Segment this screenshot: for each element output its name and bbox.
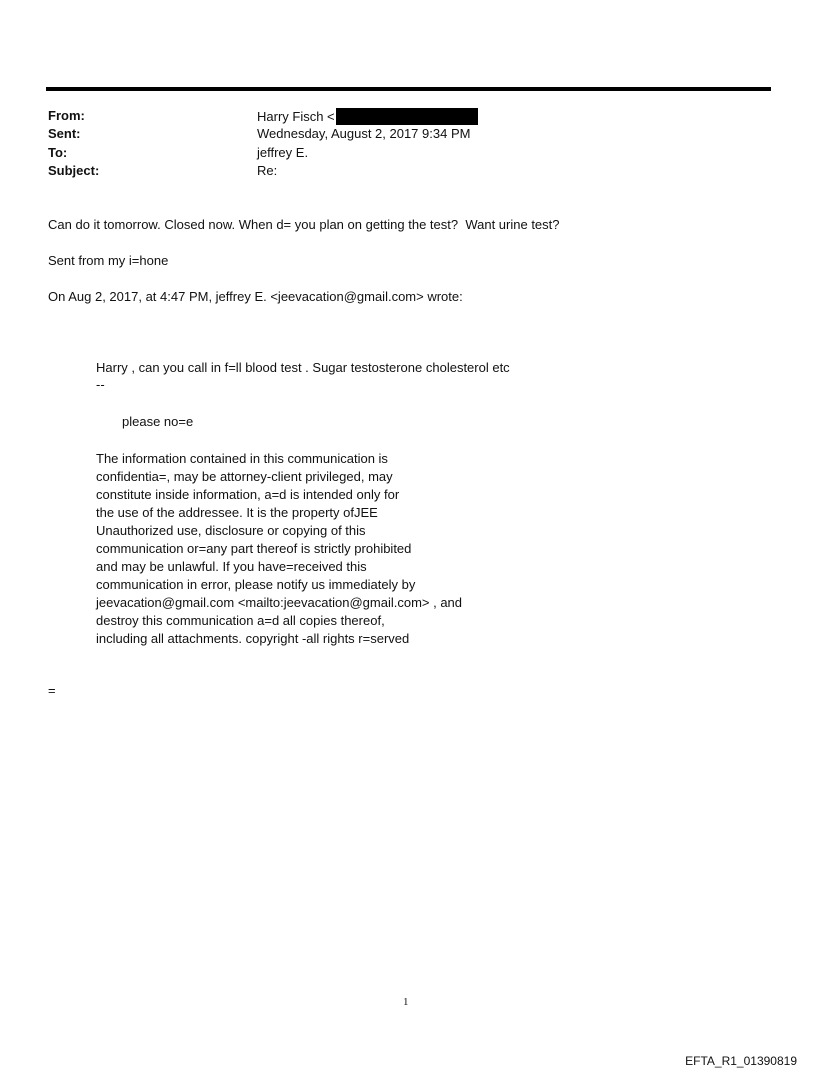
- from-value: [257, 108, 478, 125]
- to-label: To:: [48, 145, 68, 160]
- signature-text: Sent from my i=hone: [48, 253, 169, 268]
- page-number: 1: [403, 996, 409, 1008]
- reply-text: Can do it tomorrow. Closed now. When d= you plan on getting the test? Want urine test?: [48, 217, 560, 232]
- from-name: Harry Fisch <: [257, 109, 335, 124]
- subject-value: Re:: [257, 163, 278, 178]
- to-value: jeffrey E.: [257, 145, 309, 160]
- quote-header: On Aug 2, 2017, at 4:47 PM, jeffrey E. <jeevacation@gmail.com> wrote:: [48, 289, 463, 304]
- sent-label: Sent:: [48, 126, 81, 141]
- quoted-separator: --: [96, 377, 105, 392]
- sent-value: Wednesday, August 2, 2017 9:34 PM: [257, 126, 471, 141]
- quoted-message: Harry , can you call in f=ll blood test . Sugar testosterone cholesterol etc: [96, 360, 510, 375]
- trailing-mark: =: [48, 683, 56, 698]
- from-label: From:: [48, 108, 85, 123]
- quoted-note: please no=e: [122, 414, 194, 429]
- subject-label: Subject:: [48, 163, 100, 178]
- header-rule: [46, 87, 771, 91]
- redaction-box: [336, 108, 478, 125]
- document-id: EFTA_R1_01390819: [685, 1054, 797, 1068]
- confidentiality-disclaimer: The information contained in this communication is confidentia=, may be attorney-client privileged, may constitute inside information, a=d is intended only for the use of the addressee. It is the property ofJEE Unauthorized use, disclosure or copying of this communication or=any part thereof is strictly prohibited and may be unlawful. If you have=received this communication in error, please notify us immediately by jeevacation@gmail.com <mailto:jeevacation@gmail.com> , and destroy this communication a=d all copies thereof, including all attachments. copyright -all rights r=served: [96, 451, 463, 646]
